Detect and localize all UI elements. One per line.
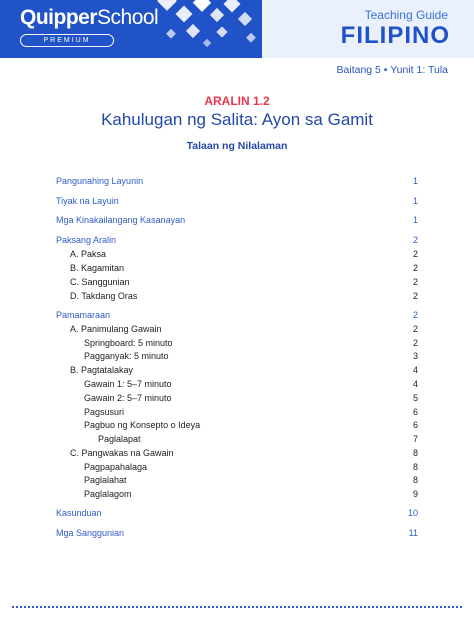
toc-entry[interactable] (0, 349, 474, 363)
premium-badge: PREMIUM (20, 34, 114, 47)
toc-entry-title: Tiyak na Layuin (56, 196, 119, 206)
toc-entry[interactable] (0, 213, 474, 227)
toc-entry[interactable] (0, 247, 474, 261)
toc-entry-title: Pagbuo ng Konsepto o Ideya (84, 420, 201, 430)
toc-entry-title: B. Pagtatalakay (70, 365, 134, 375)
toc-entry-page: 9 (412, 489, 418, 499)
grade-unit-label: Baitang 5 • Yunit 1: Tula (336, 64, 448, 76)
toc-entry[interactable] (0, 391, 474, 405)
toc-entry-page: 2 (412, 263, 418, 273)
toc-entry-page: 2 (412, 291, 418, 301)
toc-entry[interactable] (0, 487, 474, 501)
toc-entry-title: Pamamaraan (56, 310, 111, 320)
toc-entry[interactable] (0, 418, 474, 432)
toc-entry-title: Paksang Aralin (56, 235, 117, 245)
toc-entry-title: C. Sanggunian (70, 277, 130, 287)
toc-entry-title: Paglalapat (98, 434, 141, 444)
toc-entry[interactable] (0, 405, 474, 419)
toc-entry-title: Kasunduan (56, 508, 102, 518)
logo-brand: Quipper (20, 6, 98, 29)
toc-entry[interactable] (0, 275, 474, 289)
toc-entry[interactable] (0, 289, 474, 303)
toc-entry-page: 8 (412, 448, 418, 458)
toc-entry[interactable] (0, 473, 474, 487)
toc-entry[interactable] (0, 194, 474, 208)
toc-entry[interactable] (0, 174, 474, 188)
toc-entry-page: 2 (412, 249, 418, 259)
toc-entry-page: 8 (412, 475, 418, 485)
toc-entry-title: Mga Sanggunian (56, 528, 125, 538)
toc-entry[interactable] (0, 506, 474, 520)
toc-heading: Talaan ng Nilalaman (186, 140, 288, 152)
toc-entry-page: 4 (412, 379, 418, 389)
toc-entry[interactable] (0, 526, 474, 540)
toc-entry-page: 5 (412, 393, 418, 403)
toc-entry-title: Pagganyak: 5 minuto (84, 351, 169, 361)
toc-entry-title: Mga Kinakailangang Kasanayan (56, 215, 186, 225)
toc-entry-title: Pagpapahalaga (84, 462, 148, 472)
toc-entry-title: Springboard: 5 minuto (84, 338, 173, 348)
toc-entry[interactable] (0, 308, 474, 322)
toc-entry-page: 6 (412, 420, 418, 430)
toc-entry[interactable] (0, 377, 474, 391)
toc-entry-page: 10 (407, 508, 418, 518)
toc-entry-title: D. Takdang Oras (70, 291, 138, 301)
toc-entry-title: A. Paksa (70, 249, 107, 259)
toc-entry-page: 6 (412, 407, 418, 417)
toc-entry[interactable] (0, 363, 474, 377)
footer-divider (12, 606, 462, 608)
subject-title: FILIPINO (340, 22, 450, 49)
toc-entry[interactable] (0, 261, 474, 275)
toc-entry-title: Paglalahat (84, 475, 127, 485)
toc-entry[interactable] (0, 322, 474, 336)
toc-entry-title: Pagsusuri (84, 407, 125, 417)
toc-entry-page: 7 (412, 434, 418, 444)
toc-entry-page: 3 (412, 351, 418, 361)
toc-entry-title: Gawain 2: 5–7 minuto (84, 393, 172, 403)
lesson-title: Kahulugan ng Salita: Ayon sa Gamit (101, 110, 373, 129)
toc-entry-title: Paglalagom (84, 489, 132, 499)
toc-entry-title: B. Kagamitan (70, 263, 125, 273)
toc-entry-page: 1 (412, 196, 418, 206)
toc-entry-page: 8 (412, 462, 418, 472)
toc-entry-page: 1 (412, 176, 418, 186)
toc-entry[interactable] (0, 460, 474, 474)
toc-entry[interactable] (0, 446, 474, 460)
toc-entry-title: A. Panimulang Gawain (70, 324, 162, 334)
toc-entry-page: 2 (412, 235, 418, 245)
toc-entry-page: 2 (412, 338, 418, 348)
toc-entry-title: C. Pangwakas na Gawain (70, 448, 174, 458)
toc-entry-title: Gawain 1: 5–7 minuto (84, 379, 172, 389)
toc-entry-page: 2 (412, 310, 418, 320)
toc-entry-title: Pangunahing Layunin (56, 176, 144, 186)
toc-entry[interactable] (0, 432, 474, 446)
teaching-guide-label: Teaching Guide (364, 8, 448, 22)
toc-entry[interactable] (0, 336, 474, 350)
toc-entry-page: 2 (412, 277, 418, 287)
logo-brand-suffix: School (97, 6, 159, 29)
toc-entry-page: 2 (412, 324, 418, 334)
toc-entry[interactable] (0, 233, 474, 247)
lesson-number: ARALIN 1.2 (204, 94, 270, 108)
toc-entry-page: 4 (412, 365, 418, 375)
toc-entry-page: 1 (412, 215, 418, 225)
toc-entry-page: 11 (408, 528, 418, 538)
